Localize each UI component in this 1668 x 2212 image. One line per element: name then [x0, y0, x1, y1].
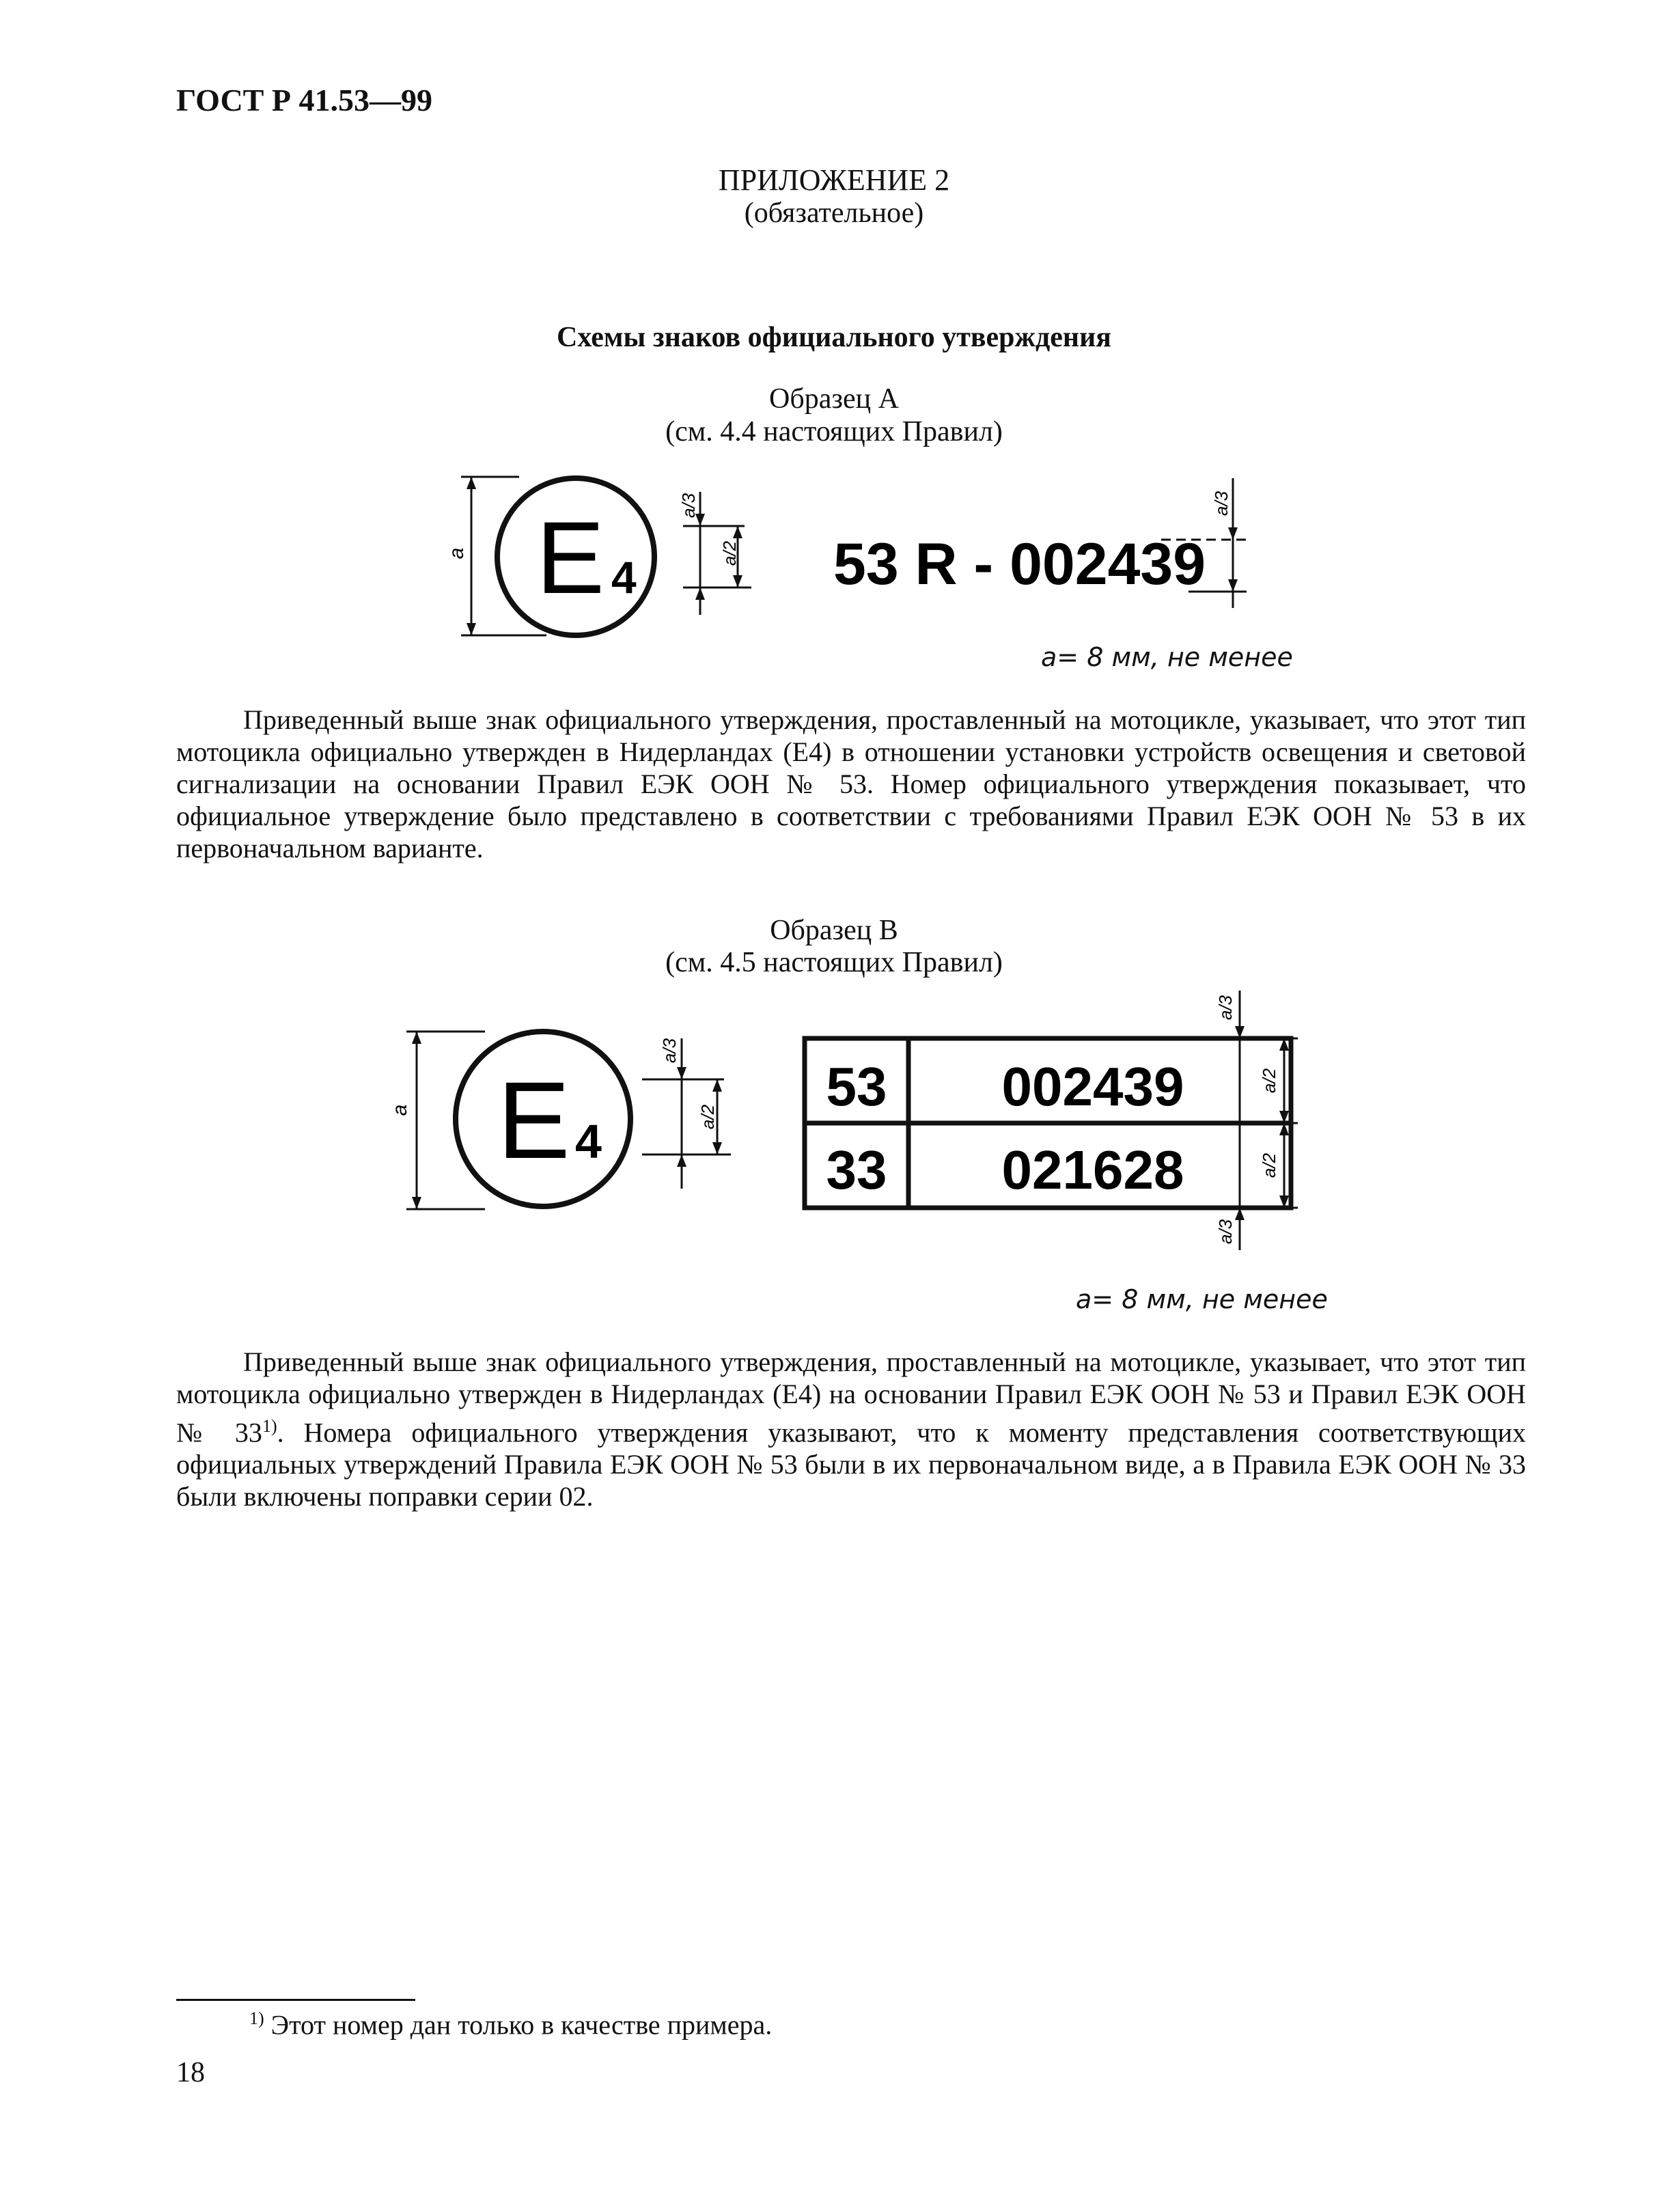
dim-a3-label-right: a/3 [1211, 490, 1232, 516]
dim-a-label: a [389, 1104, 411, 1116]
approval-number: 53 R - 002439 [833, 531, 1206, 597]
country-letter: E [536, 500, 605, 615]
dim-a2-label: a/2 [697, 1104, 718, 1130]
approval-table-dimensions [1189, 984, 1318, 1257]
country-number: 4 [611, 552, 637, 603]
country-letter: E [497, 1059, 570, 1181]
sample-a-ref: (см. 4.4 настоящих Правил) [665, 416, 1003, 447]
appendix-title: ПРИЛОЖЕНИЕ 2 [718, 163, 950, 197]
dim-a2-bottom-label: a/2 [1259, 1152, 1279, 1178]
dim-a3-top-label: a/3 [1215, 995, 1236, 1021]
sample-a-title: Образец А [769, 383, 899, 415]
page-number: 18 [176, 2057, 205, 2088]
table-reg-1: 53 [826, 1056, 887, 1117]
country-number: 4 [575, 1115, 602, 1168]
dim-a-label: a [445, 547, 468, 559]
table-reg-2: 33 [826, 1139, 887, 1200]
dim-a3-bottom-label: a/3 [1215, 1219, 1236, 1245]
footnote-divider [176, 1999, 415, 2001]
sample-a-description: Приведенный выше знак официального утверждения, проставленный на мотоцикле, указывает, что этот тип мотоцикла официально утвержден в Нидерландах (E4) в отношении установки устройств освещения и световой сигнализации на основании Правил ЕЭК ООН № 53. Номер официального утверждения показывает, что официальное утверждение было представлено в соответствии с требованиями Правил ЕЭК ООН № 53 в их первоначальном варианте. [176, 704, 1526, 863]
dim-a2-label: a/2 [719, 540, 740, 566]
footnote: $^{1)}$ Этот номер дан только в качестве примера. [249, 2008, 773, 2041]
sample-b-description: Приведенный выше знак официального утверждения, проставленный на мотоцикле, указывает, что этот тип мотоцикла официально утвержден в Нидерландах (E4) на основании Правил ЕЭК ООН № 53 и Правил ЕЭК ООН № 33$^{1)}$. Номера официального утверждения указывают, что к моменту представления соответствующих официальных утверждений Правила ЕЭК ООН № 53 были в их первоначальном виде, а в Правила ЕЭК ООН № 33 были включены поправки серии 02. [176, 1346, 1526, 1512]
sample-b-ref: (см. 4.5 настоящих Правил) [665, 947, 1003, 978]
sample-b-note: a= 8 мм, не менее [1076, 1284, 1328, 1314]
approval-mark-b [383, 984, 1325, 1243]
section-heading: Схемы знаков официального утверждения [557, 322, 1111, 353]
dim-a2-top-label: a/2 [1259, 1068, 1279, 1094]
sample-a-note: a= 8 мм, не менее [1041, 642, 1293, 672]
dim-a3-label: a/3 [678, 493, 699, 519]
table-approval-1: 002439 [1001, 1056, 1184, 1117]
appendix-status: (обязательное) [744, 197, 924, 229]
sample-b-title: Образец В [770, 915, 898, 946]
table-approval-2: 021628 [1001, 1139, 1184, 1200]
dim-a3-label: a/3 [659, 1038, 680, 1064]
approval-mark-a [437, 471, 1277, 656]
document-header: ГОСТ Р 41.53—99 [176, 83, 432, 117]
